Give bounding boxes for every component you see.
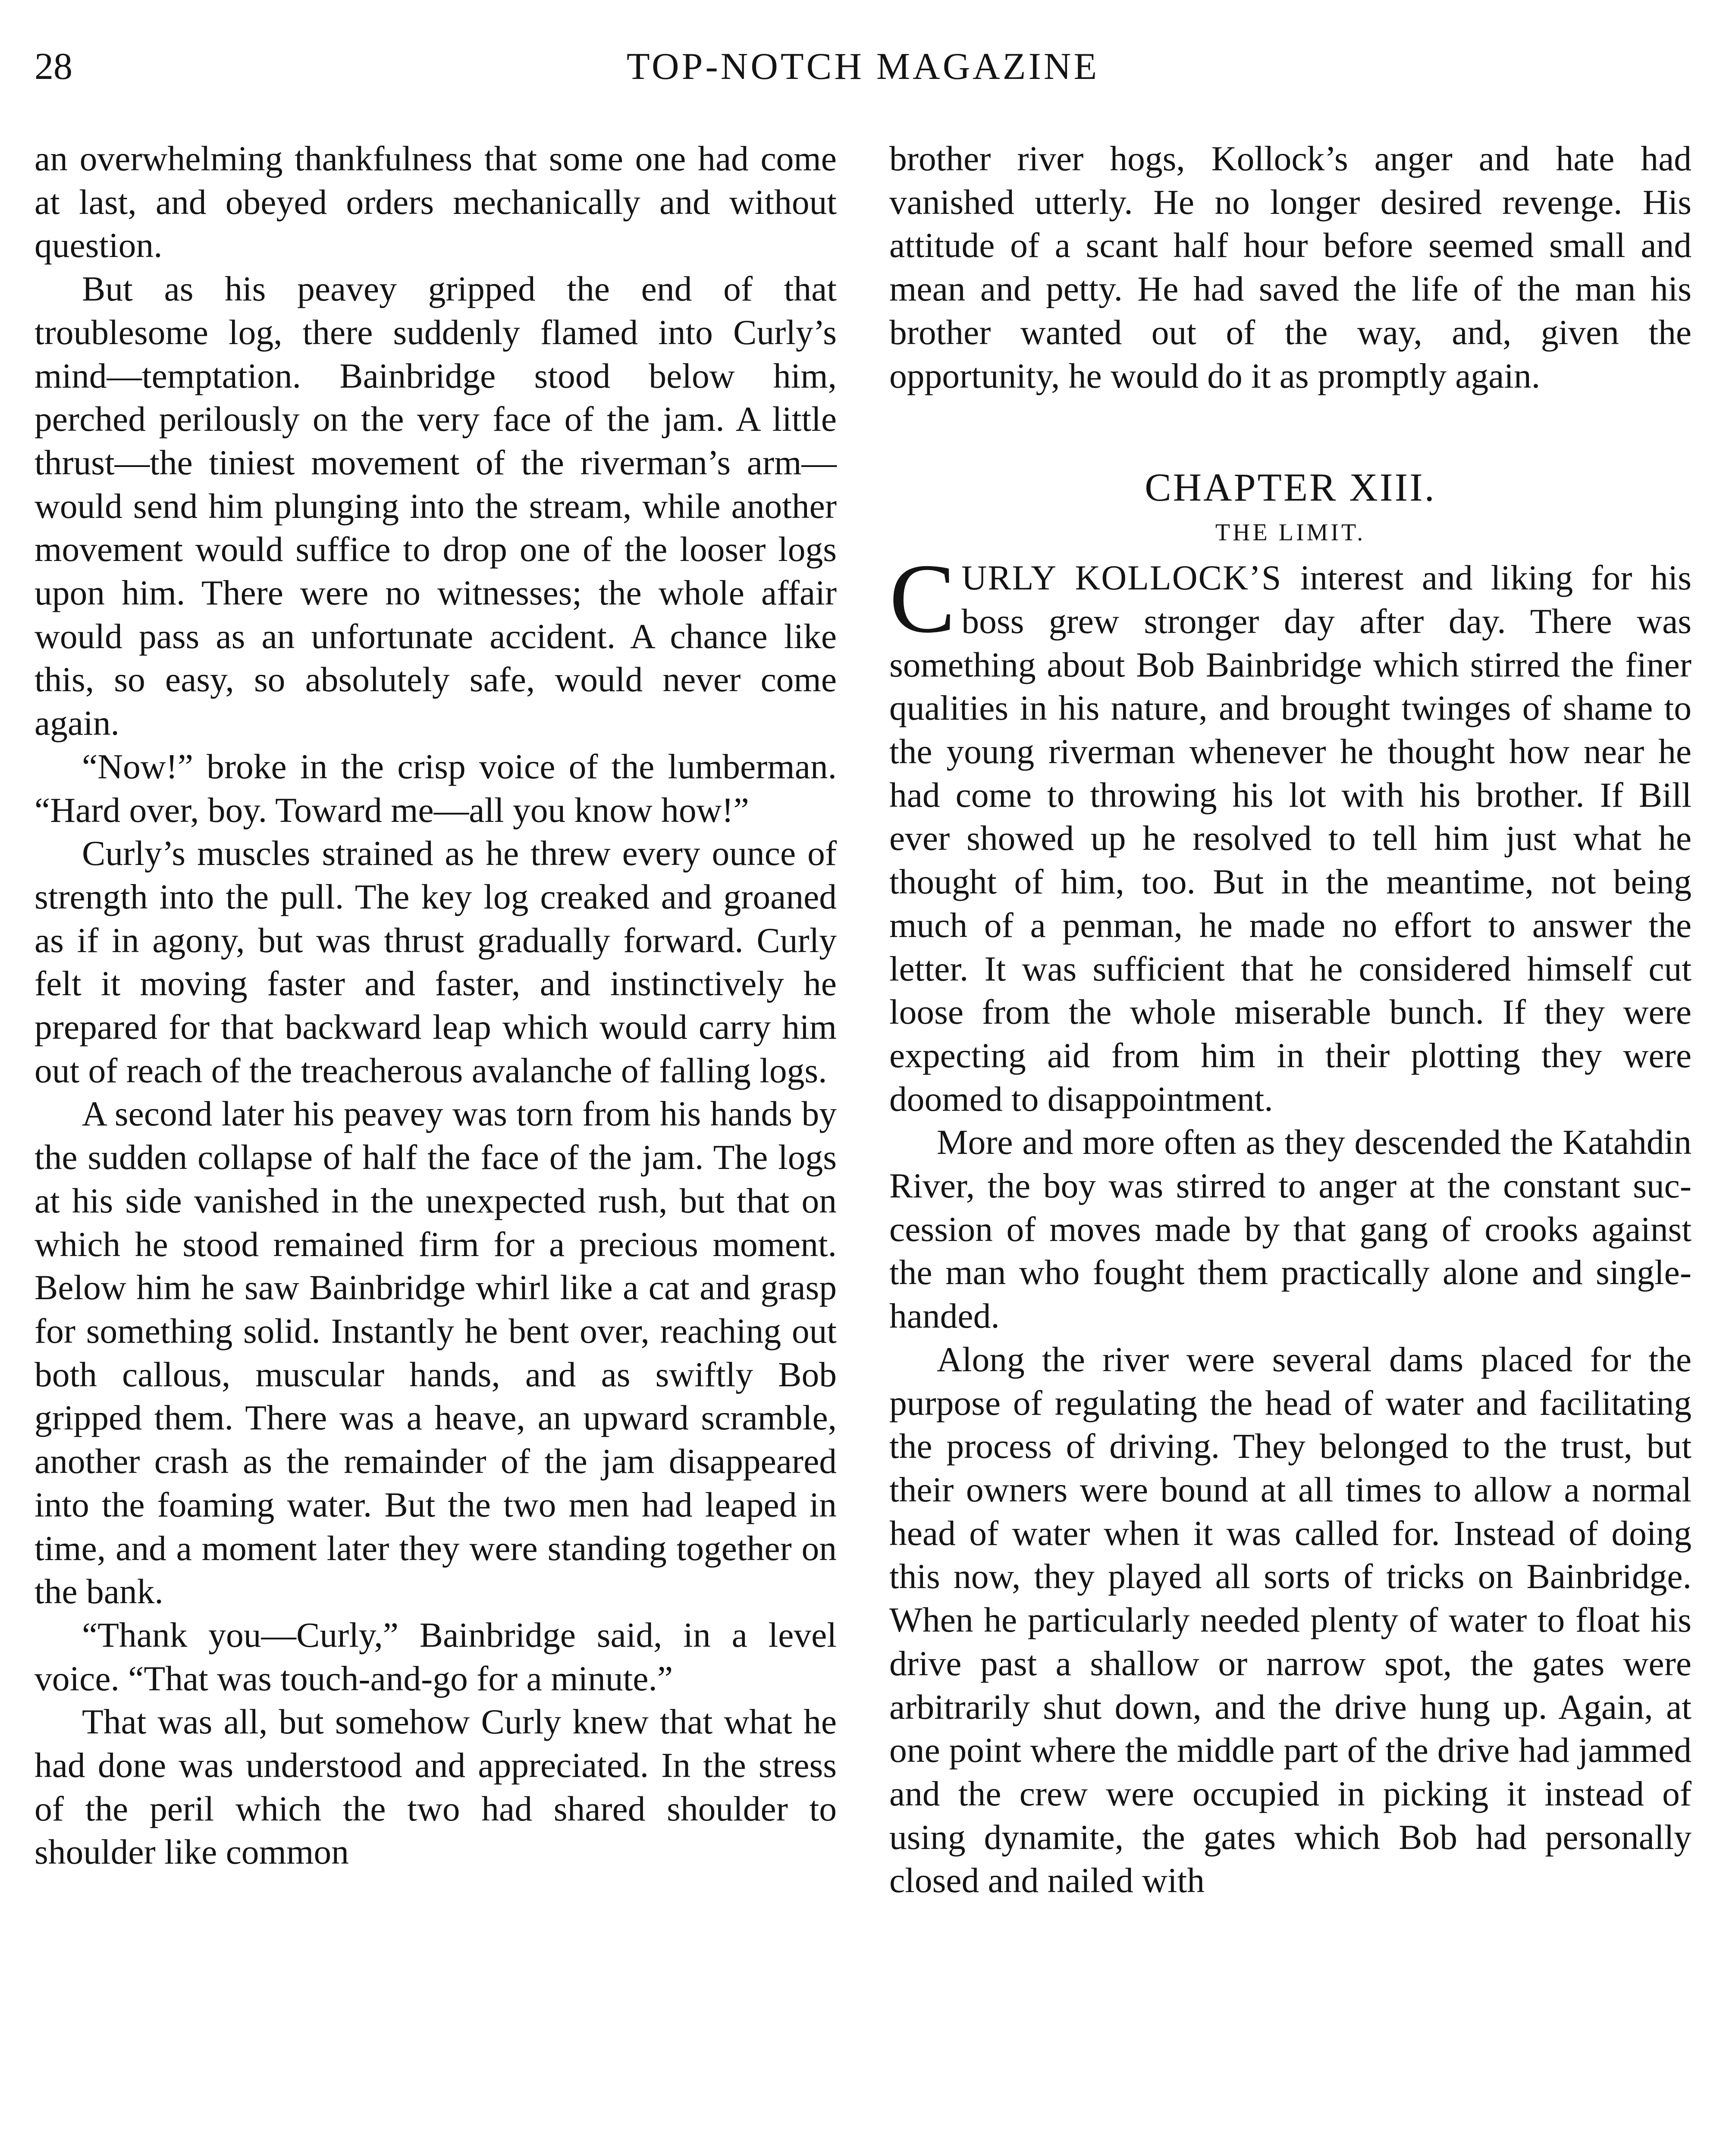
- chapter-title: CHAPTER XIII.: [1145, 465, 1436, 510]
- chapter-subtitle: THE LIMIT.: [1215, 519, 1366, 546]
- paragraph: A second later his peavey was torn from his hands by the sudden collapse of half the face of the jam. The logs at his side vanished in the unexpected rush, but that on which he stood remained firm for a precious moment. Below him he saw Bainbridge whirl like a cat and grasp for something solid. Instantly he bent over, reaching out both callous, muscular hands, and as swiftly Bob gripped them. There was a heave, an upward scramble, another crash as the remainder of the jam disappeared into the foaming water. But the two men had leaped in time, and a moment later they were standing together on the bank.: [35, 1094, 837, 1611]
- lead-in-caps: URLY KOLLOCK’S: [961, 558, 1282, 598]
- paragraph: That was all, but somehow Curly knew that what he had done was understood and appreciated. In the stress of the peril which the two had shared shoulder to shoulder like common: [35, 1702, 837, 1872]
- paragraph: an overwhelming thankfulness that some one had come at last, and obeyed orders mechanically and without question.: [35, 139, 837, 265]
- chapter-opening-paragraph: [889, 543, 1691, 1121]
- paragraph: “Now!” broke in the crisp voice of the lumberman. “Hard over, boy. Toward me—all you know how!”: [35, 746, 837, 830]
- left-column: [35, 137, 837, 1874]
- paragraph: “Thank you—Curly,” Bainbridge said, in a level voice. “That was touch-and-go for a minute.”: [35, 1615, 837, 1698]
- page-header: [35, 41, 1691, 93]
- drop-cap: C: [889, 543, 956, 654]
- paragraph: Along the river were several dams placed for the purpose of regulating the head of water and facilitating the process of driving. They belonged to the trust, but their owners were bound at all times to allow a normal head of water when it was called for. Instead of doing this now, they played all sorts of tricks on Bainbridge. When he particularly needed plenty of water to float his drive past a shallow or narrow spot, the gates were arbitrarily shut down, and the drive hung up. Again, at one point where the middle part of the drive had jammed and the crew were occupied in picking it instead of using dynamite, the gates which Bob had personally closed and nailed with: [889, 1339, 1691, 1900]
- page-number: 28: [35, 46, 72, 88]
- running-head: TOP-NOTCH MAGAZINE: [626, 46, 1100, 88]
- paragraph: But as his peavey gripped the end of that troublesome log, there suddenly flamed into Curly’s mind—temptation. Bainbridge stood below him, perched perilously on the very face of the jam. A little thrust—the tiniest movement of the riverman’s arm—would send him plunging into the stream, while another movement would suffice to drop one of the looser logs upon him. There were no witnesses; the whole affair would pass as an unfortunate accident. A chance like this, so easy, so absolutely safe, would never come again.: [35, 269, 837, 743]
- paragraph: Curly’s muscles strained as he threw every ounce of strength into the pull. The key log creaked and groaned as if in agony, but was thrust gradually forward. Curly felt it moving faster and faster, and instinctively he prepared for that backward leap which would carry him out of reach of the treacherous avalanche of falling logs.: [35, 834, 837, 1090]
- paragraph-text: interest and liking for his boss grew stronger day after day. There was something about Bob Bainbridge which stirred the finer qualities in his nature, and brought twinges of shame to the young riverman whenever he thought how near he had come to throwing his lot with his brother. If Bill ever showed up he resolved to tell him just what he thought of him, too. But in the meantime, not being much of a penman, he made no effort to answer the letter. It was sufficient that he considered himself cut loose from the whole miserable bunch. If they were expecting aid from him in their plotting they were doomed to disappointment.: [889, 558, 1691, 1119]
- paragraph: brother river hogs, Kollock’s anger and hate had vanished utterly. He no longer desired revenge. His attitude of a scant half hour before seemed small and mean and petty. He had saved the life of the man his brother wanted out of the way, and, given the opportunity, he would do it as promptly again.: [889, 139, 1691, 395]
- right-column: [889, 137, 1691, 1902]
- paragraph: More and more often as they descended the Katahdin River, the boy was stirred to anger at the constant succession of moves made by that gang of crooks against the man who fought them practically alone and single-handed.: [889, 1122, 1691, 1336]
